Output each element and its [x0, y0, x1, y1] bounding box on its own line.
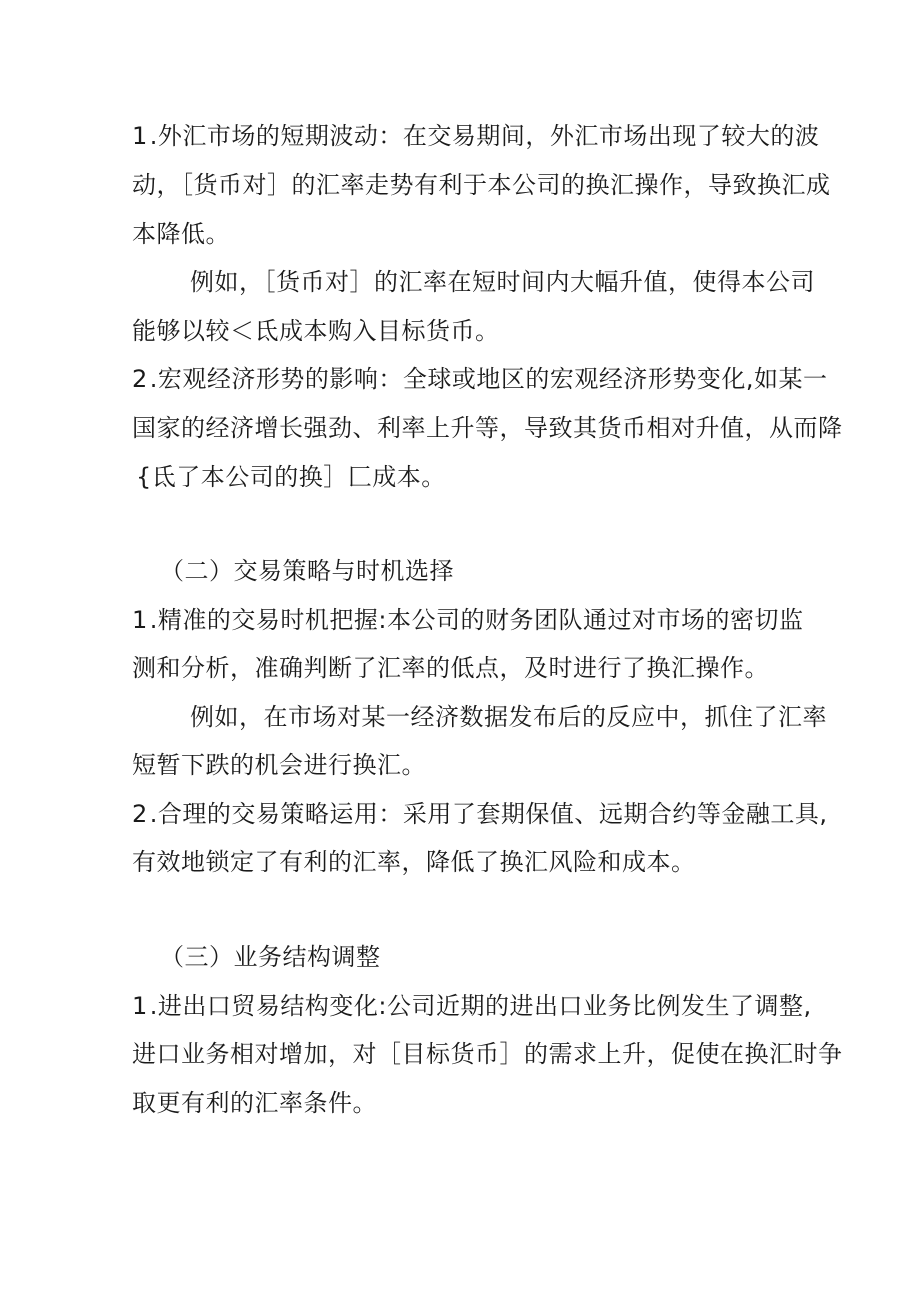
list-item-2-line-2: 国家的经济增长强劲、利率上升等，导致其货币相对升值，从而降 [132, 414, 843, 442]
example-line-2: 能够以较＜氐成本购入目标货币。 [132, 317, 500, 345]
list-number: 1 [132, 992, 148, 1020]
list-item-1-line-2: 进口业务相对增加，对［目标货币］的需求上升，促使在换汇时争 [132, 1040, 843, 1068]
example-line-1: 例如，［货币对］的汇率在短时间内大幅升值，使得本公司 [190, 268, 815, 296]
list-item-1-line-2: 测和分析，准确判断了汇率的低点，及时进行了换汇操作。 [132, 654, 769, 682]
list-item-1-line-1: 1.精准的交易时机把握:本公司的财务团队通过对市场的密切监 [132, 606, 804, 634]
list-number: 2 [132, 800, 148, 828]
section-heading-3: （三）业务结构调整 [160, 943, 381, 971]
list-item-1-line-3: 本降低。 [132, 220, 230, 248]
list-item-1-line-2: 动，［货币对］的汇率走势有利于本公司的换汇操作，导致换汇成 [132, 171, 831, 199]
list-item-1-line-1: 1.进出口贸易结构变化:公司近期的进出口业务比例发生了调整, [132, 992, 812, 1020]
list-item-1-line-1: 1.外汇市场的短期波动：在交易期间，外汇市场出现了较大的波 [132, 122, 820, 150]
list-item-1-line-3: 取更有利的汇率条件。 [132, 1089, 377, 1117]
list-number: 1 [132, 606, 148, 634]
list-item-2-line-3: {氐了本公司的换］匚成本。 [136, 463, 446, 491]
list-item-2-line-1: 2.合理的交易策略运用：采用了套期保值、远期合约等金融工具, [132, 800, 828, 828]
list-item-2-line-2: 有效地锁定了有利的汇率，降低了换汇风险和成本。 [132, 848, 696, 876]
list-number: 2 [132, 365, 148, 393]
list-number: 1 [132, 122, 148, 150]
example-line-1: 例如，在市场对某一经济数据发布后的反应中，抓住了汇率 [190, 703, 827, 731]
section-heading-2: （二）交易策略与时机选择 [160, 557, 454, 585]
list-item-2-line-1: 2.宏观经济形势的影响：全球或地区的宏观经济形势变化,如某一 [132, 365, 828, 393]
example-line-2: 短暂下跌的机会进行换汇。 [132, 751, 426, 779]
